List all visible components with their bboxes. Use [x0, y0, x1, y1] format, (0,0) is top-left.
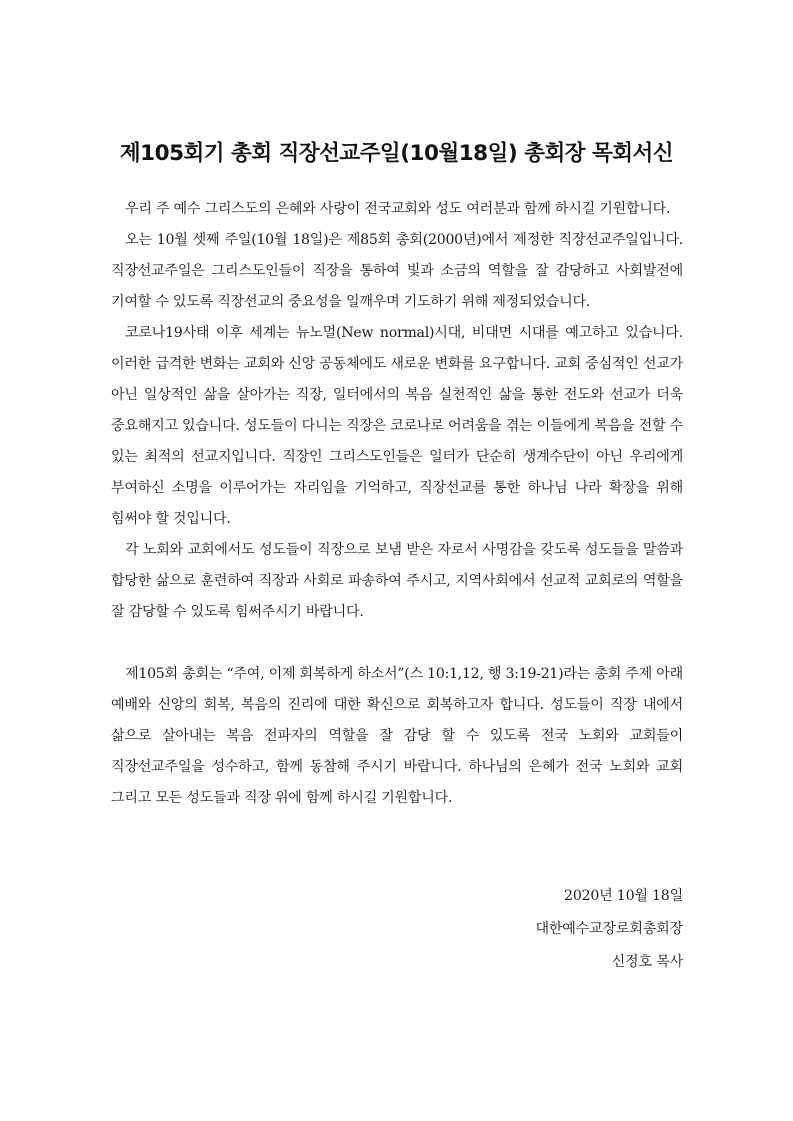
signature-organization: 대한예수교장로회총회장: [535, 921, 683, 937]
paragraph-request: 각 노회와 교회에서도 성도들이 직장으로 보냄 받은 자로서 사명감을 갖도록 성도들을 말씀과 합당한 삶으로 훈련하여 직장과 사회로 파송하여 주시고, 지역사회에서 선교적 교회로의 역할을 잘 감당할 수 있도록 힘써주시기 바랍니다.: [111, 542, 683, 620]
letter-body: [111, 194, 683, 814]
signature-block: [535, 880, 683, 979]
paragraph-greeting: 우리 주 예수 그리스도의 은혜와 사랑이 전국교회와 성도 여러분과 함께 하시길 기원합니다.: [125, 201, 671, 217]
paragraph-covid-era: 코로나19사태 이후 세계는 뉴노멀(New normal)시대, 비대면 시대를 예고하고 있습니다. 이러한 급격한 변화는 교회와 신앙 공동체에도 새로운 변화를 요구합니다. 교회 중심적인 선교가 아닌 일상적인 삶을 살아가는 직장, 일터에서의 복음 실천적인 삶을 통한 전도와 선교가 더욱 중요해지고 있습니다. 성도들이 다니는 직장은 코로나로 어려움을 겪는 이들에게 복음을 전할 수 있는 최적의 선교지입니다. 직장인 그리스도인들은 일터가 단순히 생계수단이 아닌 우리에게 부여하신 소명을 이루어가는 자리임을 기억하고, 직장선교를 통한 하나님 나라 확장을 위해 힘써야 할 것입니다.: [111, 325, 683, 527]
paragraph-assembly-theme: 제105회 총회는 “주여, 이제 회복하게 하소서”(스 10:1,12, 행 3:19-21)라는 총회 주제 아래 예배와 신앙의 회복, 복음의 진리에 대한 확신으로 회복하고자 합니다. 성도들이 직장 내에서 삶으로 살아내는 복음 전파자의 역할을 잘 감당 할 수 있도록 전국 노회와 교회들이 직장선교주일을 성수하고, 함께 동참해 주시기 바랍니다. 하나님의 은혜가 전국 노회와 교회 그리고 모든 성도들과 직장 위에 함께 하시길 기원합니다.: [111, 666, 683, 806]
paragraph-spacer: [111, 628, 683, 659]
signature-date: 2020년 10월 18일: [564, 888, 683, 904]
signature-name: 신정호 목사: [611, 954, 683, 970]
paragraph-sunday-intro: 오는 10월 셋째 주일(10월 18일)은 제85회 총회(2000년)에서 제정한 직장선교주일입니다. 직장선교주일은 그리스도인들이 직장을 통하여 빛과 소금의 역할을 잘 감당하고 사회발전에 기여할 수 있도록 직장선교의 중요성을 일깨우며 기도하기 위해 제정되었습니다.: [111, 232, 683, 310]
document-title: 제105회기 총회 직장선교주일(10월18일) 총회장 목회서신: [119, 141, 674, 166]
